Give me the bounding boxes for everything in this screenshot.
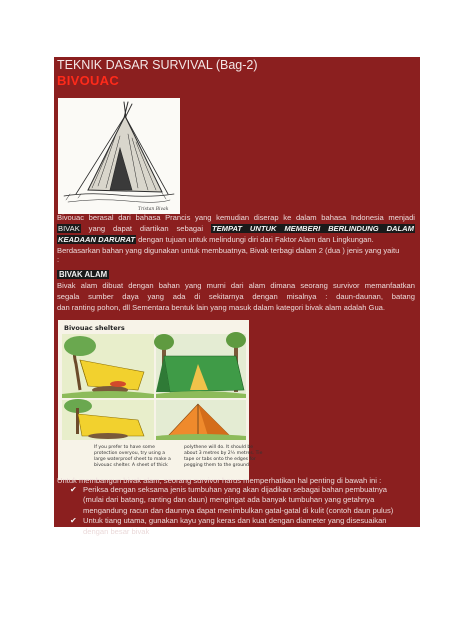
figure2-caption-right-3: tape or tabs onto the edges for <box>184 457 256 462</box>
intro-line-3-text: dengan tujuan untuk melindungi diri dari Faktor Alam dan Lingkungan. <box>136 235 374 244</box>
figure2-caption-right-4: pegging them to the ground <box>184 463 249 468</box>
bivouac-shelters-image <box>58 320 263 480</box>
definition-highlight: TEMPAT UNTUK MEMBERI BERLINDUNG DALAM <box>211 224 414 233</box>
list-item-line: Untuk tiang utama, gunakan kayu yang keras dan kuat dengan diameter yang disesuaikan <box>83 516 387 526</box>
list-item-line: dengan besar bivak <box>83 526 150 536</box>
figure2-caption-right-1: polythene will do. It should be <box>184 445 254 450</box>
page-title: TEKNIK DASAR SURVIVAL (Bag-2) <box>57 58 258 72</box>
list-item-text <box>83 485 393 516</box>
bivak-alam-line-2: segala sumber daya yang ada di sekitarnya dengan misalnya : daun-daunan, batang <box>57 292 415 301</box>
intro-line-4: Berdasarkan bahan yang digunakan untuk membuatnya, Bivak terbagi dalam 2 (dua ) jenis yang yaitu <box>57 246 400 255</box>
intro-line-3 <box>57 234 415 245</box>
page-subtitle: BIVOUAC <box>57 73 120 88</box>
intro-line-5: : <box>57 255 60 264</box>
checkmark-icon: ✔ <box>70 485 77 494</box>
figure2-caption-right-2: about 3 metres by 2½ metres. Tie <box>184 451 263 456</box>
checkmark-icon: ✔ <box>70 516 77 526</box>
list-item-line: (mulai dari batang, ranting dan daun) mengingat ada banyak tumbuhan yang getahnya <box>83 495 375 505</box>
figure2-caption-left-2: protection overyou, try using a <box>94 451 166 456</box>
intro-line-2 <box>57 223 415 234</box>
list-item-line: mengandung racun dan daunnya dapat menimbulkan gatal-gatal di kulit (contoh daun pulus) <box>83 505 394 515</box>
list-item-text <box>83 516 387 537</box>
figure2-title: Bivouac shelters <box>64 324 125 332</box>
figure2-caption-left-1: If you prefer to have some <box>94 445 155 450</box>
list-item <box>70 485 415 516</box>
bivak-alam-heading: BIVAK ALAM <box>59 270 108 279</box>
figure2-caption-left-4: bivouac shelter. A sheet of thick <box>94 463 168 468</box>
requirements-list <box>70 485 415 537</box>
bivak-alam-line-3: dan ranting pohon, dll Sementara bentuk lain yang masuk dalam kategori bivak alam adalah Gua. <box>57 303 385 312</box>
figure2-caption-left-3: large waterproof sheet to make a <box>94 457 171 462</box>
list-item-line: Periksa dengan seksama jenis tumbuhan yang akan dijadikan sebagai bahan pembuatnya <box>83 485 387 494</box>
intro-line-2-text: yang dapat diartikan sebagai <box>80 224 211 233</box>
requirements-intro: Untuk membangun bivak alam, seorang survivor harus memperhatikan hal penting di bawah ini : <box>57 476 382 485</box>
document-page <box>54 57 420 536</box>
list-item <box>70 516 415 537</box>
definition-highlight-2: KEADAAN DARURAT <box>58 235 136 244</box>
intro-line-1: Bivouac berasal dari bahasa Prancis yang kemudian diserap ke dalam bahasa Indonesia menjadi <box>57 213 415 222</box>
figure1-caption: Tristan Bivak <box>138 207 169 212</box>
bivak-alam-line-1: Bivak alam dibuat dengan bahan yang murni dari alam dimana seorang survivor memanfaatkan <box>57 281 415 290</box>
bivak-term: BIVAK <box>58 224 80 233</box>
bivouac-sketch-image <box>58 98 180 214</box>
